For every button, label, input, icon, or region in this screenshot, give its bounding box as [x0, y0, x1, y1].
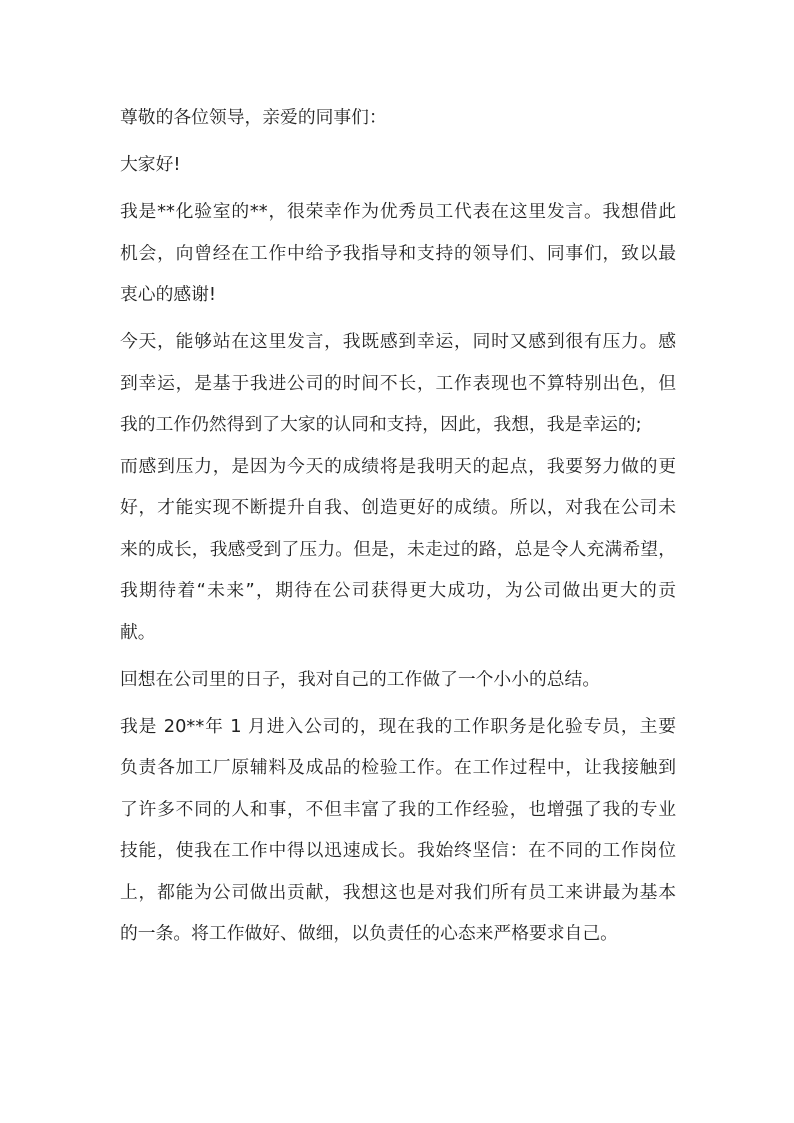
- text-line: 的一条。将工作做好、做细，以负责任的心态来严格要求自己。: [120, 923, 618, 944]
- greeting: [120, 144, 676, 186]
- text-line: 我的工作仍然得到了大家的认同和支持，因此，我想，我是幸运的;: [120, 414, 642, 435]
- text-line: 我是**化验室的**，很荣幸作为优秀员工代表在这里发言。我想借此: [120, 201, 676, 222]
- text-line: 大家好!: [120, 154, 181, 175]
- text-line: 到幸运，是基于我进公司的时间不长，工作表现也不算特别出色，但: [120, 372, 676, 394]
- text-line: 上，都能为公司做出贡献，我想这也是对我们所有员工来讲最为基本: [120, 881, 676, 903]
- salutation: [120, 97, 676, 139]
- text-line: 好，才能实现不断提升自我、创造更好的成绩。所以，对我在公司未: [120, 497, 676, 518]
- text-line: 献。: [120, 621, 156, 643]
- text-line: 了许多不同的人和事，不但丰富了我的工作经验，也增强了我的专业: [120, 798, 676, 820]
- paragraph-feelings: [120, 321, 676, 653]
- text-line: 尊敬的各位领导，亲爱的同事们：: [120, 107, 387, 128]
- text-line: 而感到压力，是因为今天的成绩将是我明天的起点，我要努力做的更: [120, 455, 676, 477]
- text-line: 今天，能够站在这里发言，我既感到幸运，同时又感到很有压力。感: [120, 331, 676, 352]
- text-line: 衷心的感谢!: [120, 284, 217, 305]
- text-line: 机会，向曾经在工作中给予我指导和支持的领导们、同事们，致以最: [120, 242, 676, 264]
- text-line: 技能，使我在工作中得以迅速成长。我始终坚信：在不同的工作岗位: [120, 840, 676, 861]
- text-line: 来的成长，我感受到了压力。但是，未走过的路，总是令人充满希望，: [120, 538, 676, 560]
- text-line: 负责各加工厂原辅料及成品的检验工作。在工作过程中，让我接触到: [120, 757, 676, 778]
- speech-body: [120, 97, 676, 960]
- paragraph-reflection: [120, 659, 676, 701]
- text-line: 我是 20**年 1 月进入公司的，现在我的工作职务是化验专员，主要: [120, 715, 676, 737]
- paragraph-work-summary: [120, 706, 676, 955]
- text-line: 回想在公司里的日子，我对自己的工作做了一个小小的总结。: [120, 668, 601, 690]
- text-line: 我期待着“未来”，期待在公司获得更大成功，为公司做出更大的贡: [120, 580, 676, 601]
- paragraph-introduction: [120, 191, 676, 316]
